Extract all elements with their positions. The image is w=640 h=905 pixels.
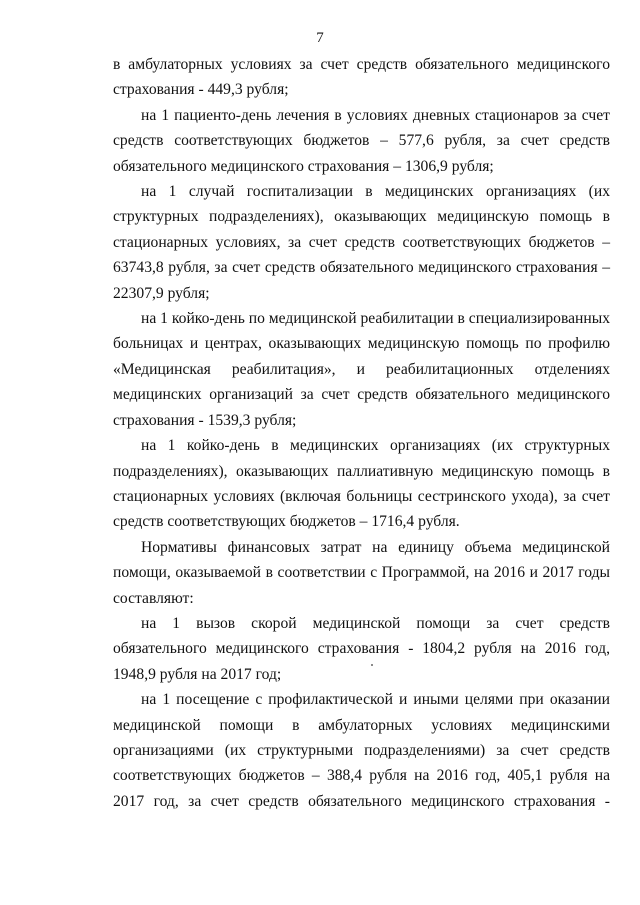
scan-speck	[371, 664, 373, 666]
paragraph-ambulance-call: на 1 вызов скорой медицинской помощи за счет средств обязательного медицинского страхования - 1804,2 рубля на 2016 год, 1948,9 рубля на 2017 год;	[113, 614, 610, 683]
paragraph-preventive-visit: на 1 посещение с профилактической и иными целями при оказании медицинской помощи в амбулаторных условиях медицинскими организациями (их структурными подразделениями) за счет средств соответствующих бюджетов – 388,4 рубля на 2016 год, 405,1 рубля на 2017 год, за счет средств обязательного медицинского страхования -	[113, 691, 610, 810]
paragraph-hospitalization: на 1 случай госпитализации в медицинских организациях (их структурных подразделениях), оказывающих медицинскую помощь в стационарных условиях, за счет средств соответствующих бюджетов – 63743,8 рубля, за счет средств обязательного медицинского страхования – 22307,9 рубля;	[113, 183, 610, 302]
paragraph-rehabilitation: на 1 койко-день по медицинской реабилитации в специализированных больницах и центрах, оказывающих медицинскую помощь по профилю «Медицинская реабилитация», и реабилитационных отделениях медицинских организаций за счет средств обязательного медицинского страхования - 1539,3 рубля;	[113, 310, 611, 429]
paragraph-day-hospital: на 1 пациенто-день лечения в условиях дневных стационаров за счет средств соответствующих бюджетов – 577,6 рубля, за счет средств обязательного медицинского страхования – 1306,9 рубля;	[113, 106, 610, 175]
paragraph-ambulatory-continuation: в амбулаторных условиях за счет средств обязательного медицинского страхования - 449,3 рубля;	[113, 56, 610, 99]
paragraph-normatives-intro: Нормативы финансовых затрат на единицу объема медицинской помощи, оказываемой в соответствии с Программой, на 2016 и 2017 годы составляют:	[113, 538, 610, 607]
page-number: 7	[316, 30, 324, 46]
paragraph-palliative: на 1 койко-день в медицинских организациях (их структурных подразделениях), оказывающих паллиативную медицинскую помощь в стационарных условиях (включая больницы сестринского ухода), за счет средств соответствующих бюджетов – 1716,4 рубля.	[113, 437, 610, 531]
document-body	[113, 52, 610, 814]
